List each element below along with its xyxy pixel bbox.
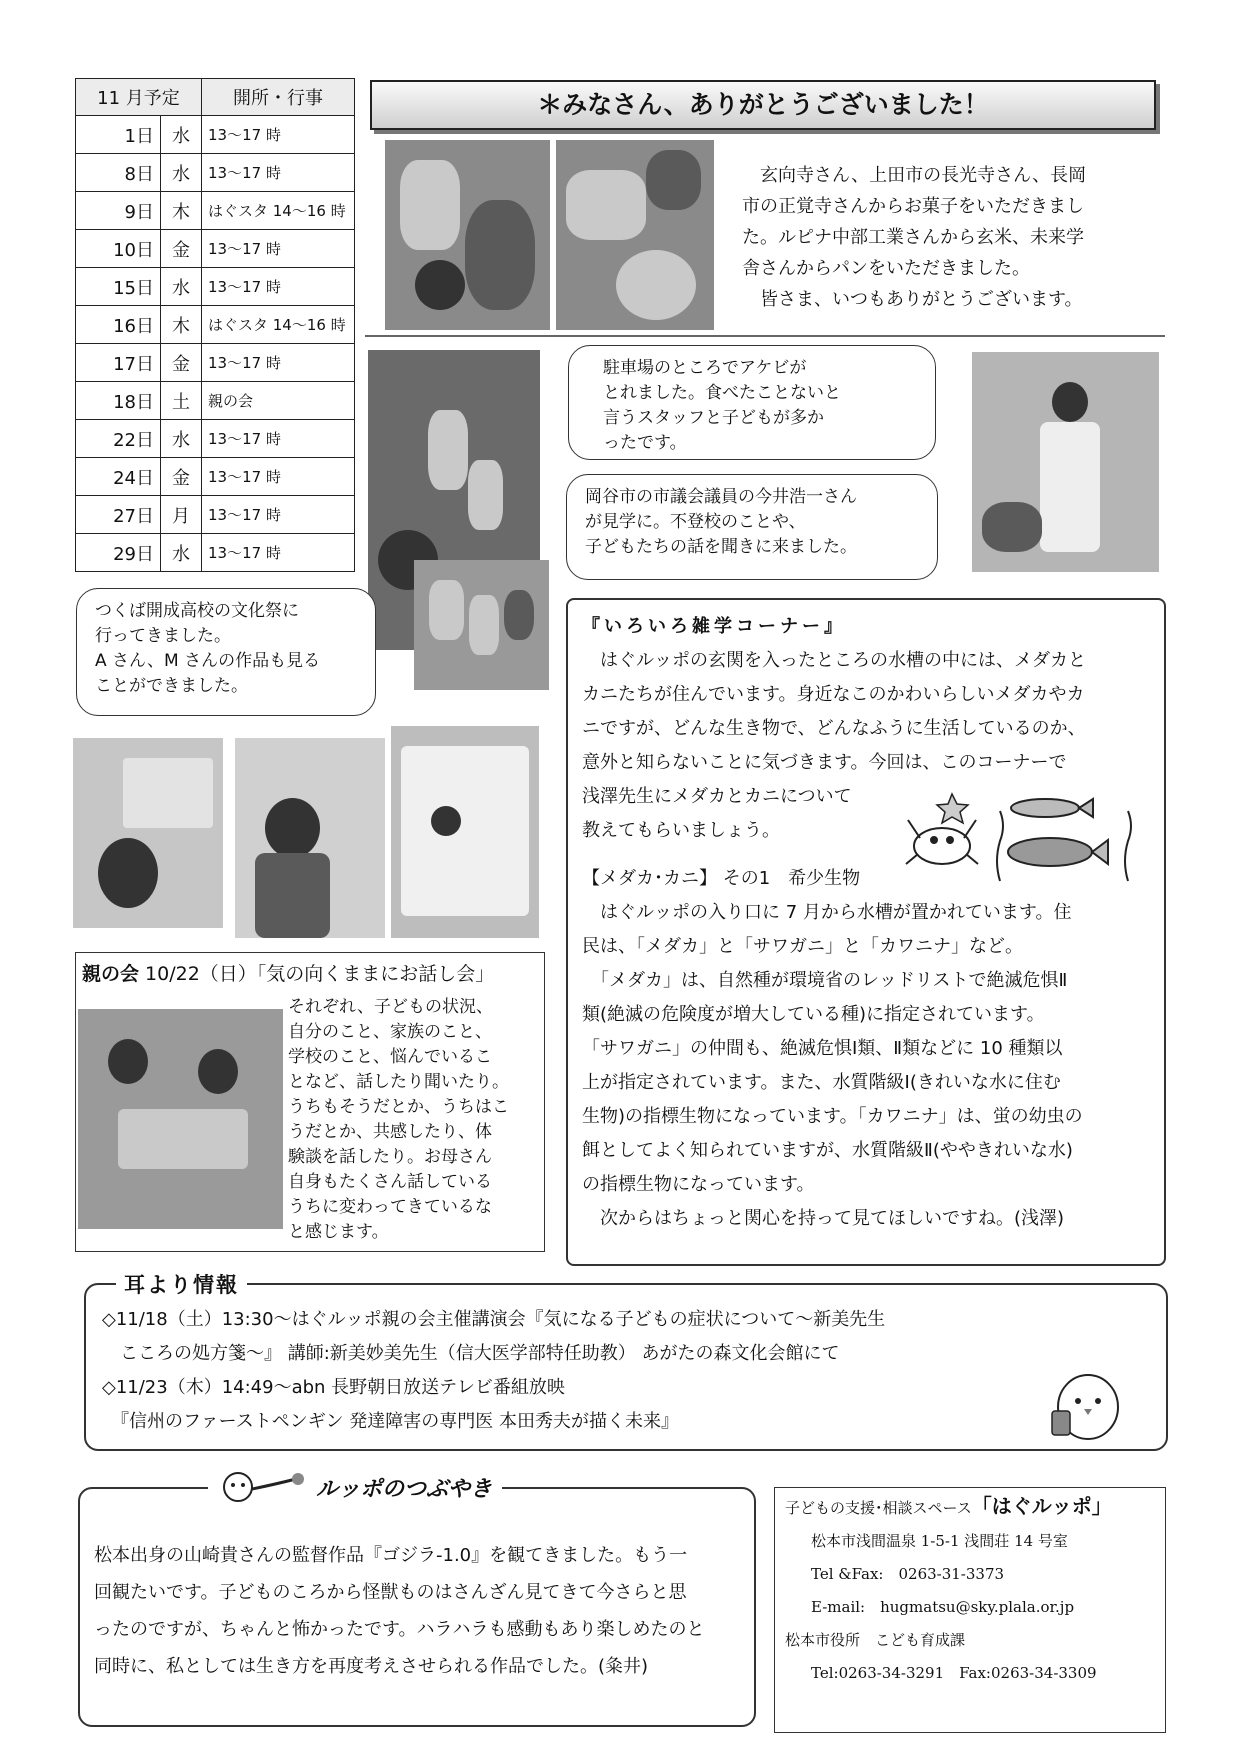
schedule-weekday: 木 [161,306,202,344]
schedule-day: 17日 [76,344,161,382]
zatsugaku-body-line: 類(絶滅の危険度が増大している種)に指定されています。 [582,1004,1045,1025]
schedule-table [75,78,355,572]
schedule-day: 29日 [76,534,161,572]
snacks-photo-2 [556,140,714,330]
schedule-day: 18日 [76,382,161,420]
schedule-row [76,192,355,230]
section-divider [365,335,1165,337]
schedule-day: 9日 [76,192,161,230]
thanks-line: 玄向寺さん、上田市の長光寺さん、長岡 [742,165,1087,186]
ruppo-line: ったのですが、ちゃんと怖かったです。ハラハラも感動もあり楽しめたのと [94,1619,705,1640]
schedule-day: 16日 [76,306,161,344]
chick-icon [1046,1363,1124,1445]
thanks-line: 市の正覚寺さんからお菓子をいただきまし [742,196,1084,217]
akebi-fruit-photo [414,560,549,690]
schedule-day: 22日 [76,420,161,458]
akebi-line: とれました。食べたことないと [603,383,841,403]
contact-email: E-mail: hugmatsu@sky.plala.or.jp [811,1598,1075,1616]
crab-icon [906,820,978,864]
zatsugaku-intro-line: 意外と知らないことに気づきます。今回は、このコーナーで [582,752,1067,773]
visitor-photo [972,352,1159,572]
ruppo-title-wrap [208,1467,502,1507]
visit-bubble [566,474,938,580]
schedule-weekday: 水 [161,534,202,572]
crab-fish-illustration [900,786,1145,884]
contact-org-prefix: 子どもの支援･相談スペース [785,1499,972,1517]
zatsugaku-body-line: の指標生物になっています。 [582,1174,815,1195]
schedule-event: 13～17 時 [202,420,355,458]
schedule-row [76,420,355,458]
schedule-event: はぐスタ 14～16 時 [202,306,355,344]
contact-org-row [785,1490,1155,1525]
schedule-weekday: 金 [161,230,202,268]
schedule-weekday: 月 [161,496,202,534]
zatsugaku-body-line: 「メダカ」は、自然種が環境省のレッドリストで絶滅危惧Ⅱ [582,970,1068,991]
tsukuba-bubble [76,588,376,716]
visit-line: が見学に。不登校のことや、 [585,512,806,532]
mimiyori-line: ◇11/23（木）14:49～abn 長野朝日放送テレビ番組放映 [102,1377,565,1398]
schedule-weekday: 土 [161,382,202,420]
schedule-day: 10日 [76,230,161,268]
ruppo-line: 松本出身の山崎貴さんの監督作品『ゴジラ-1.0』を観てきました。もう一 [94,1545,688,1566]
oyanokai-line: 自身もたくさん話している [288,1172,492,1192]
oyanokai-heading: 10/22（日）「気の向くままにお話し会」 [139,963,495,985]
visit-line: 子どもたちの話を聞きに来ました。 [585,537,857,557]
mimiyori-text [102,1303,885,1439]
schedule-event: 13～17 時 [202,534,355,572]
festival-photo-2 [235,738,385,938]
schedule-weekday: 金 [161,458,202,496]
thanks-line: 舎さんからパンをいただきました。 [742,258,1030,279]
mimiyori-line: ◇11/18（土）13:30～はぐルッポ親の会主催講演会『気になる子どもの症状について～新美先生 [102,1309,886,1330]
schedule-weekday: 水 [161,420,202,458]
oyanokai-box [75,952,545,1252]
oyanokai-line: うちに変わってきているな [288,1197,492,1217]
oyanokai-line: 験談を話したり。お母さん [288,1147,492,1167]
schedule-row [76,116,355,154]
schedule-header-event: 開所・行事 [202,79,355,116]
schedule-event: 13～17 時 [202,458,355,496]
zatsugaku-box [566,598,1166,1266]
visit-line: 岡谷市の市議会議員の今井浩一さん [585,487,857,507]
festival-photo-1 [73,738,223,928]
ruppo-line: 回観たいです。子どものころから怪獣ものはさんざん見てきて今さらと思 [94,1582,687,1603]
oyanokai-line: うだとか、共感したり、体 [288,1122,492,1142]
oyanokai-photo [78,1009,283,1229]
thanks-line: 皆さま、いつもありがとうございます。 [742,289,1083,310]
mimiyori-line: こころの処方箋～』 講師:新美妙美先生（信大医学部特任助教） あがたの森文化会館にて [102,1343,840,1364]
ruppo-box [78,1476,756,1727]
zatsugaku-intro-line: 浅澤先生にメダカとカニについて [582,786,852,807]
schedule-event: 13～17 時 [202,154,355,192]
oyanokai-line: うちもそうだとか、うちはこ [288,1097,509,1117]
oyanokai-line: となど、話したり聞いたり。 [288,1072,509,1092]
schedule-day: 27日 [76,496,161,534]
contact-telfax: Tel &Fax: 0263-31-3373 [811,1565,1005,1583]
zatsugaku-intro-line: 教えてもらいましょう。 [582,820,780,841]
schedule-row [76,154,355,192]
schedule-weekday: 金 [161,344,202,382]
zatsugaku-subtitle: 【メダカ･カニ】 その1 希少生物 [582,868,861,889]
snacks-photo-1 [385,140,550,330]
schedule-row [76,306,355,344]
schedule-row [76,268,355,306]
oyanokai-heading-row [82,959,494,986]
tsukuba-line: A さん、M さんの作品も見る [95,651,321,671]
tsukuba-line: ことができました。 [95,676,248,696]
contact-box [774,1487,1166,1733]
mimiyori-box [84,1273,1168,1451]
schedule-row [76,458,355,496]
contact-address: 松本市浅間温泉 1-5-1 浅間荘 14 号室 [811,1532,1068,1550]
oyanokai-line: 学校のこと、悩んでいるこ [288,1047,492,1067]
schedule-day: 15日 [76,268,161,306]
tsukuba-line: 行ってきました。 [95,626,231,646]
starfish-icon [937,794,968,823]
schedule-event: 13～17 時 [202,344,355,382]
oyanokai-line: それぞれ、子どもの状況、 [288,997,494,1017]
schedule-event: 13～17 時 [202,496,355,534]
mimiyori-title: 耳より情報 [116,1269,247,1299]
schedule-row [76,344,355,382]
oyanokai-text [288,995,509,1245]
oyanokai-line: と感じます。 [288,1222,389,1242]
mimiyori-line: 『信州のファーストペンギン 発達障害の専門医 本田秀夫が描く未来』 [102,1411,679,1432]
thanks-title: ＊みなさん、ありがとうございました！ [370,80,1156,130]
ruppo-text [94,1537,705,1685]
schedule-weekday: 水 [161,154,202,192]
festival-photo-3 [391,726,539,938]
akebi-line: 駐車場のところでアケビが [603,358,807,378]
schedule-day: 1日 [76,116,161,154]
schedule-event: 13～17 時 [202,116,355,154]
schedule-weekday: 水 [161,116,202,154]
ruppo-title: ルッポのつぶやき [316,1476,493,1502]
schedule-event: はぐスタ 14～16 時 [202,192,355,230]
schedule-header-month: 11 月予定 [76,79,202,116]
tsukuba-line: つくば開成高校の文化祭に [95,601,299,621]
oyanokai-line: 自分のこと、家族のこと、 [288,1022,492,1042]
zatsugaku-intro-line: カニたちが住んでいます。身近なこのかわいらしいメダカやカ [582,684,1085,705]
schedule-day: 24日 [76,458,161,496]
schedule-header-row [76,79,355,116]
thanks-text [742,160,1162,315]
zatsugaku-intro-line: ニですが、どんな生き物で、どんなふうに生活しているのか、 [582,718,1086,739]
contact-city: 松本市役所 こども育成課 [785,1631,966,1649]
zatsugaku-body-line: 次からはちょっと関心を持って見てほしいですね。(浅澤) [582,1208,1065,1229]
oyanokai-label: 親の会 [82,963,140,985]
schedule-row [76,230,355,268]
zatsugaku-body-line: 「サワガニ」の仲間も、絶滅危惧Ⅰ類、Ⅱ類などに 10 種類以 [582,1038,1063,1059]
medaka-fish-icon [1008,799,1108,866]
schedule-weekday: 木 [161,192,202,230]
schedule-weekday: 水 [161,268,202,306]
akebi-bubble [568,345,936,460]
mascot-icon [218,1467,308,1507]
akebi-line: ったです。 [603,433,687,453]
akebi-line: 言うスタッフと子どもが多か [603,408,824,428]
schedule-event: 13～17 時 [202,230,355,268]
schedule-event: 親の会 [202,382,355,420]
schedule-event: 13～17 時 [202,268,355,306]
schedule-row [76,534,355,572]
zatsugaku-intro-line: はぐルッポの玄関を入ったところの水槽の中には、メダカと [582,650,1086,671]
schedule-row [76,382,355,420]
zatsugaku-body-line: 民は、「メダカ」と「サワガニ」と「カワニナ」など。 [582,936,1023,957]
zatsugaku-body-line: 上が指定されています。また、水質階級Ⅰ(きれいな水に住む [582,1072,1061,1093]
thanks-line: た。ルピナ中部工業さんから玄米、未来学 [742,227,1084,248]
zatsugaku-body-line: 生物)の指標生物になっています。「カワニナ」は、蛍の幼虫の [582,1106,1083,1127]
zatsugaku-body-line: はぐルッポの入り口に 7 月から水槽が置かれています。住 [582,902,1072,923]
contact-city-tel: Tel:0263-34-3291 Fax:0263-34-3309 [811,1664,1097,1682]
zatsugaku-body-line: 餌としてよく知られていますが、水質階級Ⅱ(ややきれいな水) [582,1140,1073,1161]
contact-org-name: 「はぐルッポ」 [971,1494,1112,1518]
ruppo-line: 同時に、私としては生き方を再度考えさせられる作品でした。(粂井) [94,1656,649,1677]
schedule-row [76,496,355,534]
schedule-day: 8日 [76,154,161,192]
zatsugaku-title: 『いろいろ雑学コーナー』 [582,616,846,637]
